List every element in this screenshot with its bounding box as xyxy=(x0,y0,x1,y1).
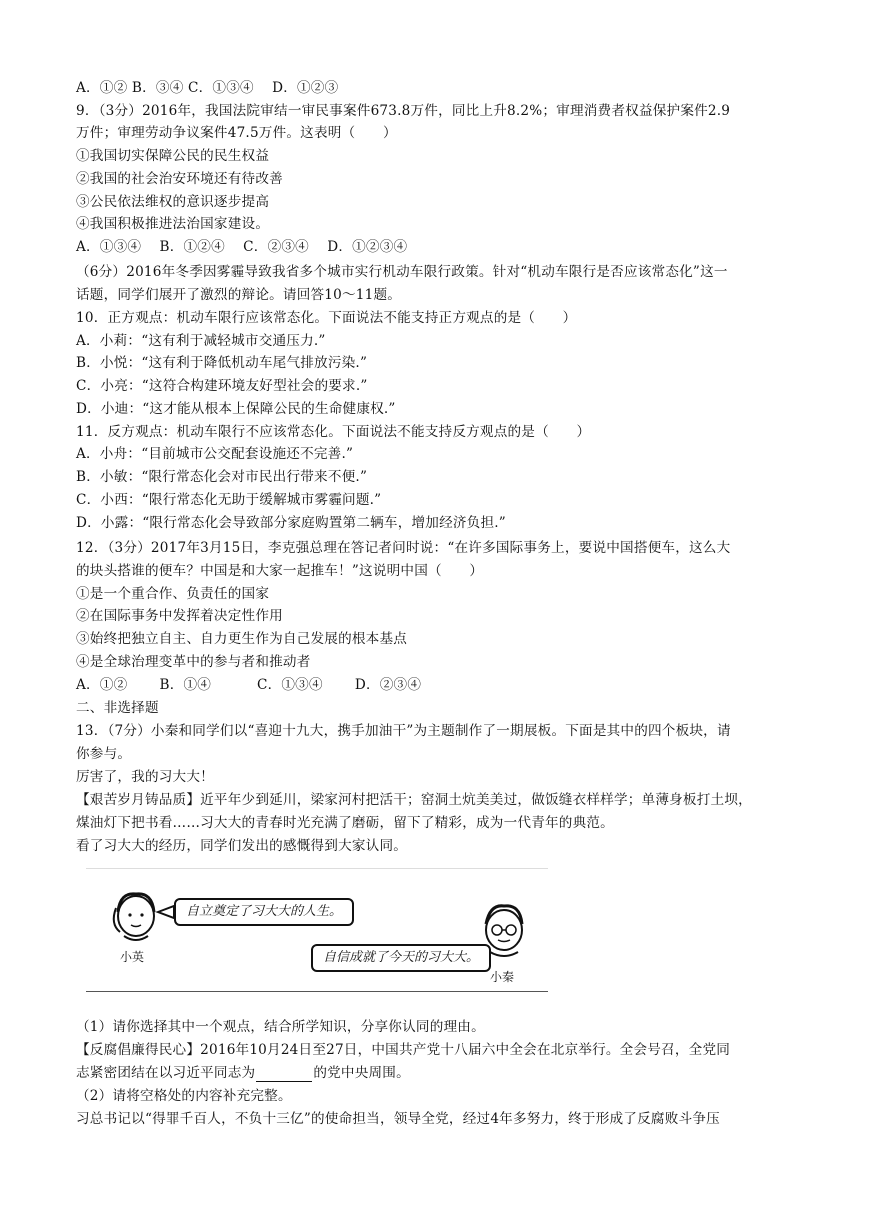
q12-stem-line1: 12．（3分）2017年3月15日，李克强总理在答记者问时说：“在许多国际事务上，要说中国搭便车，这么大 xyxy=(76,540,731,556)
q9-stem-line1: 9．（3分）2016年，我国法院审结一审民事案件673.8万件，同比上升8.2%；审理消费者权益保护案件2.9 xyxy=(76,103,731,119)
q9-stem-line2: 万件；审理劳动争议案件47.5万件。这表明（ ） xyxy=(76,125,397,141)
q13-board2-line1: 【反腐倡廉得民心】2016年10月24日至27日，中国共产党十八届六中全会在北京举行。全会号召，全党同 xyxy=(76,1042,731,1058)
q11-option-d: D．小露：“限行常态化会导致部分家庭购置第二辆车，增加经济负担.” xyxy=(76,515,506,531)
q13-stem-line1: 13．（7分）小秦和同学们以“喜迎十九大，携手加油干”为主题制作了一期展板。下面是其中的四个板块，请 xyxy=(76,723,731,739)
q12-item-4: ④是全球治理变革中的参与者和推动者 xyxy=(76,654,311,670)
fill-in-blank[interactable] xyxy=(256,1067,312,1082)
q11-option-b: B．小敏：“限行常态化会对市民出行带来不便.” xyxy=(76,469,368,485)
q10-option-b: B．小悦：“这有利于降低机动车尾气排放污染.” xyxy=(76,355,368,371)
q10-option-a: A．小莉：“这有利于减轻城市交通压力.” xyxy=(76,333,326,349)
q13-board-title: 厉害了，我的习大大！ xyxy=(76,769,214,785)
q12-item-1: ①是一个重合作、负责任的国家 xyxy=(76,586,270,602)
caption-name-left: 小英 xyxy=(120,950,145,964)
speech-bubble-left: 自立奠定了习大大的人生。 xyxy=(174,898,354,926)
boy-figure-icon xyxy=(486,906,522,956)
q13-stem-line2: 你参与。 xyxy=(76,746,132,762)
q11-option-a: A．小舟：“目前城市公交配套设施还不完善.” xyxy=(76,446,354,462)
caption-name-right: 小秦 xyxy=(490,970,515,984)
q13-board2-line3: 习总书记以“得罪千百人，不负十三亿”的使命担当，领导全党，经过4年多努力，终于形成了反腐败斗争压 xyxy=(76,1111,720,1127)
q10-option-c: C．小亮：“这符合构建环境友好型社会的要求.” xyxy=(76,378,368,394)
cartoon-figure xyxy=(86,868,548,990)
q13-sub1: （1）请你选择其中一个观点，结合所学知识，分享你认同的理由。 xyxy=(76,1019,485,1035)
q9-item-4: ④我国积极推进法治国家建设。 xyxy=(76,216,270,232)
q13-sub2: （2）请将空格处的内容补充完整。 xyxy=(76,1088,292,1104)
girl-figure-icon xyxy=(114,894,154,940)
q10-stem: 10．正方观点：机动车限行应该常态化。下面说法不能支持正方观点的是（ ） xyxy=(76,310,577,326)
q11-stem: 11．反方观点：机动车限行不应该常态化。下面说法不能支持反方观点的是（ ） xyxy=(76,424,591,440)
q12-item-3: ③始终把独立自主、自力更生作为自己发展的根本基点 xyxy=(76,631,408,647)
q13-board2-line2 xyxy=(76,1064,806,1082)
q13-board1-line2: 煤油灯下把书看……习大大的青春时光充满了磨砺，留下了精彩，成为一代青年的典范。 xyxy=(76,815,614,831)
q8-options: A．①② B．③④ C．①③④ D．①②③ xyxy=(76,80,339,96)
q10-option-d: D．小迪：“这才能从根本上保障公民的生命健康权.” xyxy=(76,401,396,417)
q12-stem-line2: 的块头搭谁的便车？中国是和大家一起推车！”这说明中国（ ） xyxy=(76,563,484,579)
q9-options: A．①③④ B．①②④ C．②③④ D．①②③④ xyxy=(76,239,408,255)
speech-bubble-right: 自信成就了今天的习大大。 xyxy=(311,944,491,972)
q9-item-2: ②我国的社会治安环境还有待改善 xyxy=(76,171,283,187)
q10-11-intro-line2: 话题，同学们展开了激烈的辩论。请回答10～11题。 xyxy=(76,287,402,303)
q13-board2-line2-start: 志紧密团结在以习近平同志为 xyxy=(76,1065,256,1081)
q11-option-c: C．小西：“限行常态化无助于缓解城市雾霾问题.” xyxy=(76,492,382,508)
q13-board2-line2-end: 的党中央周围。 xyxy=(313,1065,410,1081)
q9-item-3: ③公民依法维权的意识逐步提高 xyxy=(76,194,270,210)
q13-board1-line1: 【艰苦岁月铸品质】近平年少到延川，梁家河村把活干；窑洞土炕美美过，做饭缝衣样样学；单薄身板打土坝， xyxy=(76,792,752,808)
q10-11-intro-line1: （6分）2016年冬季因雾霾导致我省多个城市实行机动车限行政策。针对“机动车限行是否应该常态化”这一 xyxy=(76,264,728,280)
q13-board1-line3: 看了习大大的经历，同学们发出的感慨得到大家认同。 xyxy=(76,838,408,854)
q9-item-1: ①我国切实保障公民的民生权益 xyxy=(76,148,270,164)
q12-options: A．①② B．①④ C．①③④ D．②③④ xyxy=(76,677,422,693)
q12-item-2: ②在国际事务中发挥着决定性作用 xyxy=(76,608,283,624)
section-heading-nonchoice: 二、非选择题 xyxy=(76,700,159,716)
